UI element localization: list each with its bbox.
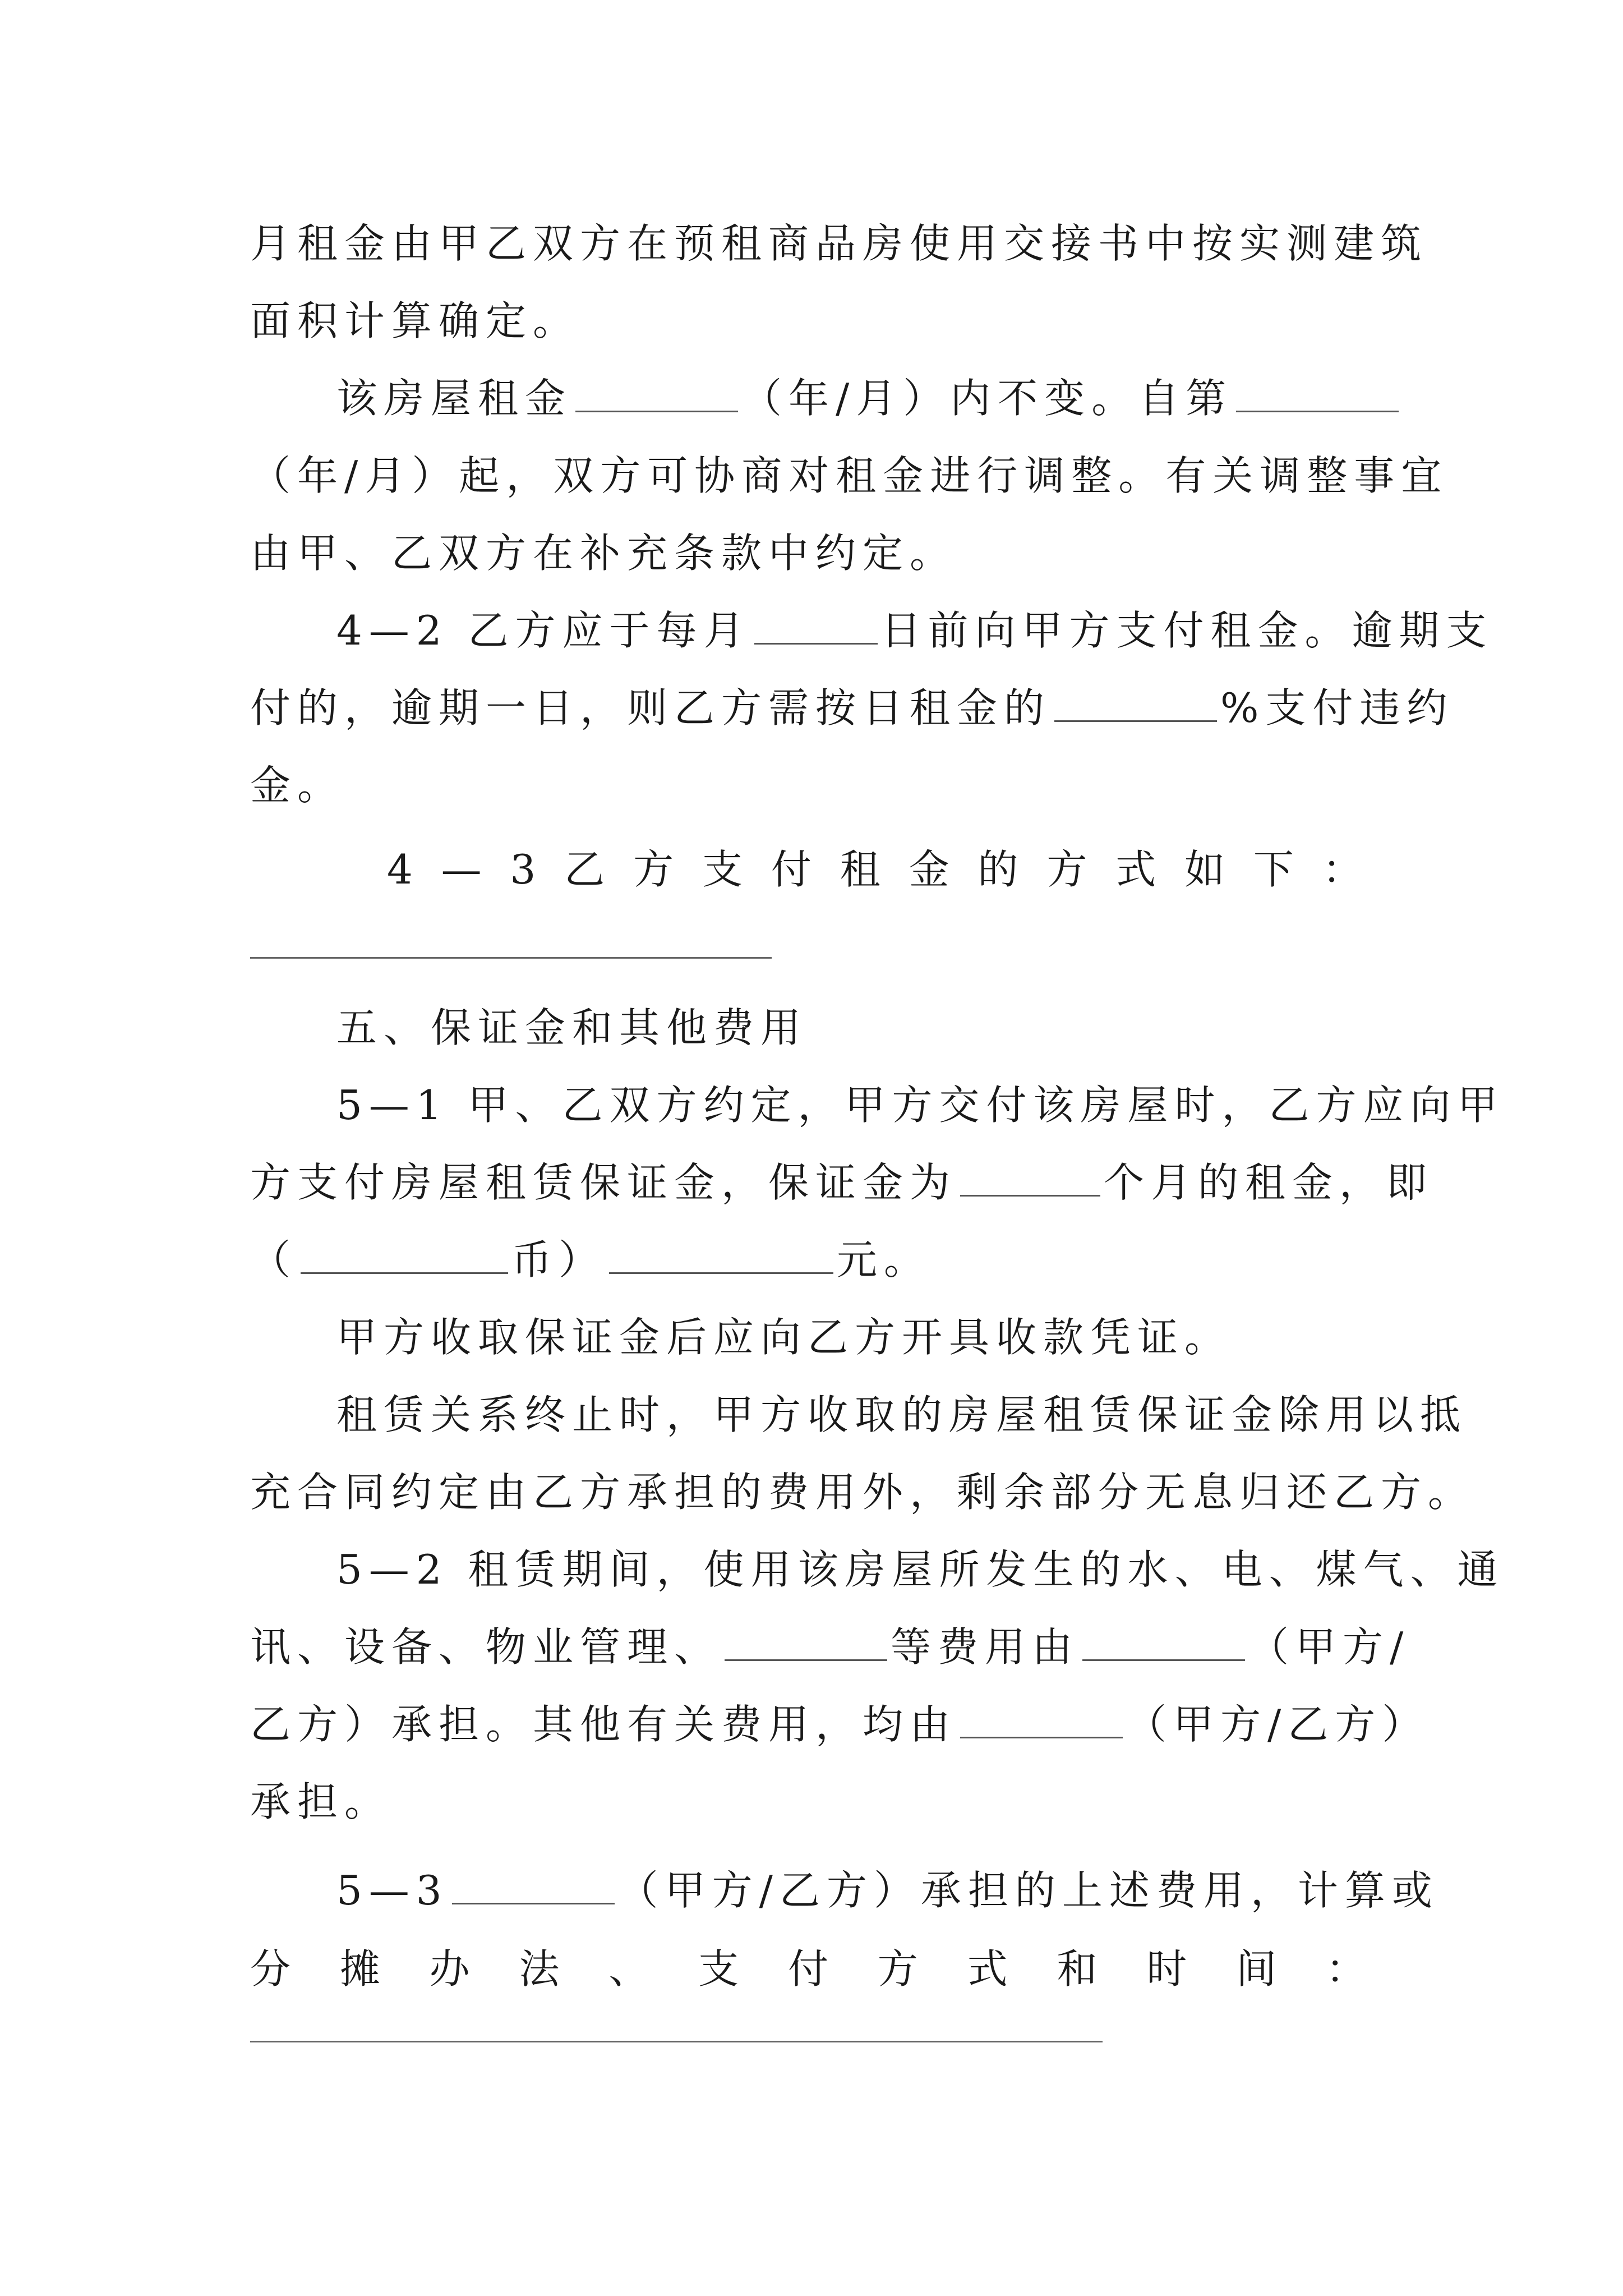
- text-line-16: 充合同约定由乙方承担的费用外，剩余部分无息归还乙方。: [250, 1469, 1476, 1516]
- text-line-2: 面积计算确定。: [250, 297, 580, 344]
- spaced-char: 和: [1057, 1945, 1098, 1993]
- section-heading: 五、保证金和其他费用: [336, 1004, 808, 1051]
- fill-blank: [301, 1235, 508, 1274]
- fill-blank: [960, 1700, 1123, 1738]
- text-segment: 5—3: [336, 1867, 449, 1914]
- fill-blank: [1236, 374, 1399, 412]
- fill-blank: [754, 606, 878, 645]
- spaced-char: 式: [967, 1945, 1008, 1993]
- text-line-8: 金。: [250, 762, 345, 809]
- spaced-char: 、: [608, 1945, 649, 1993]
- text-line-7: [250, 680, 1454, 736]
- underline-rule: [250, 957, 772, 959]
- text-line-1: 月租金由甲乙双方在预租商品房使用交接书中按实测建筑: [250, 220, 1428, 267]
- spaced-char: 付: [771, 846, 811, 893]
- text-segment: 付的，逾期一日，则乙方需按日租金的: [250, 684, 1052, 731]
- fill-blank: [609, 1235, 833, 1274]
- text-line-12: [250, 1154, 1433, 1211]
- spaced-char: 分: [250, 1945, 291, 1993]
- fill-blank: [1082, 1622, 1245, 1661]
- text-segment: 元。: [837, 1236, 932, 1283]
- text-line-3: [336, 370, 1402, 426]
- spaced-char: 间: [1236, 1945, 1277, 1993]
- fill-blank: [1054, 683, 1217, 722]
- spaced-char: 乙: [564, 846, 605, 893]
- text-segment: （: [250, 1236, 298, 1283]
- text-segment: 4—2 乙方应于每月: [336, 607, 751, 654]
- text-segment: 乙方）承担。其他有关费用，均由: [250, 1701, 957, 1748]
- text-segment: 日前向甲方支付租金。逾期支: [880, 607, 1493, 654]
- fill-blank: [575, 374, 738, 412]
- fill-blank: [452, 1866, 615, 1904]
- text-line-5: 由甲、乙双方在补充条款中约定。: [250, 530, 957, 577]
- text-segment: 方支付房屋租赁保证金，保证金为: [250, 1159, 957, 1206]
- text-line-20: 承担。: [250, 1778, 392, 1825]
- spaced-char: ：: [1325, 1945, 1366, 1993]
- spaced-char: 方: [633, 846, 674, 893]
- text-segment: （甲方/乙方）: [1126, 1701, 1430, 1748]
- spaced-char: 支: [702, 846, 743, 893]
- spaced-char: ：: [1322, 846, 1363, 893]
- text-line-18: [250, 1619, 1410, 1675]
- text-line-22: [250, 1941, 1366, 1997]
- text-line-6: [336, 602, 1493, 659]
- text-segment: 等费用由: [891, 1623, 1080, 1671]
- text-line-17: 5—2 租赁期间，使用该房屋所发生的水、电、煤气、通: [336, 1546, 1505, 1593]
- spaced-char: 金: [909, 846, 949, 893]
- spaced-char: —: [441, 846, 482, 893]
- fill-blank: [960, 1158, 1100, 1197]
- spaced-char: 如: [1184, 846, 1225, 893]
- text-segment: （甲方/: [1248, 1623, 1410, 1671]
- text-segment: 个月的租金，即: [1104, 1159, 1434, 1206]
- text-line-21: [336, 1862, 1439, 1918]
- text-segment: 该房屋租金: [336, 375, 573, 422]
- text-line-9: [387, 841, 1363, 898]
- text-segment: 币）: [511, 1236, 606, 1283]
- spaced-char: 下: [1253, 846, 1294, 893]
- spaced-char: 支: [698, 1945, 739, 1993]
- spaced-char: 方: [1046, 846, 1087, 893]
- spaced-char: 租: [840, 846, 880, 893]
- spaced-char: 方: [877, 1945, 918, 1993]
- spaced-char: 办: [429, 1945, 470, 1993]
- text-segment: （甲方/乙方）承担的上述费用，计算或: [617, 1867, 1439, 1914]
- text-segment: （年/月）内不变。自第: [741, 375, 1233, 422]
- text-line-19: [250, 1696, 1429, 1752]
- spaced-char: 摊: [339, 1945, 380, 1993]
- text-segment: 讯、设备、物业管理、: [250, 1623, 722, 1671]
- underline-rule: [250, 2041, 1103, 2042]
- text-segment: %支付违约: [1220, 684, 1454, 731]
- spaced-char: 付: [787, 1945, 828, 1993]
- spaced-char: 4: [387, 846, 413, 893]
- spaced-char: 3: [510, 846, 536, 893]
- spaced-char: 的: [978, 846, 1018, 893]
- text-line-15: 租赁关系终止时，甲方收取的房屋租赁保证金除用以抵: [336, 1391, 1468, 1438]
- fill-blank: [725, 1622, 887, 1661]
- text-line-11: 5—1 甲、乙双方约定，甲方交付该房屋时，乙方应向甲: [336, 1082, 1505, 1129]
- text-line-13: [250, 1232, 931, 1288]
- spaced-char: 时: [1146, 1945, 1187, 1993]
- spaced-char: 法: [519, 1945, 560, 1993]
- text-line-4: （年/月）起，双方可协商对租金进行调整。有关调整事宜: [250, 452, 1449, 499]
- spaced-char: 式: [1115, 846, 1156, 893]
- text-line-14: 甲方收取保证金后应向乙方开具收款凭证。: [336, 1314, 1232, 1361]
